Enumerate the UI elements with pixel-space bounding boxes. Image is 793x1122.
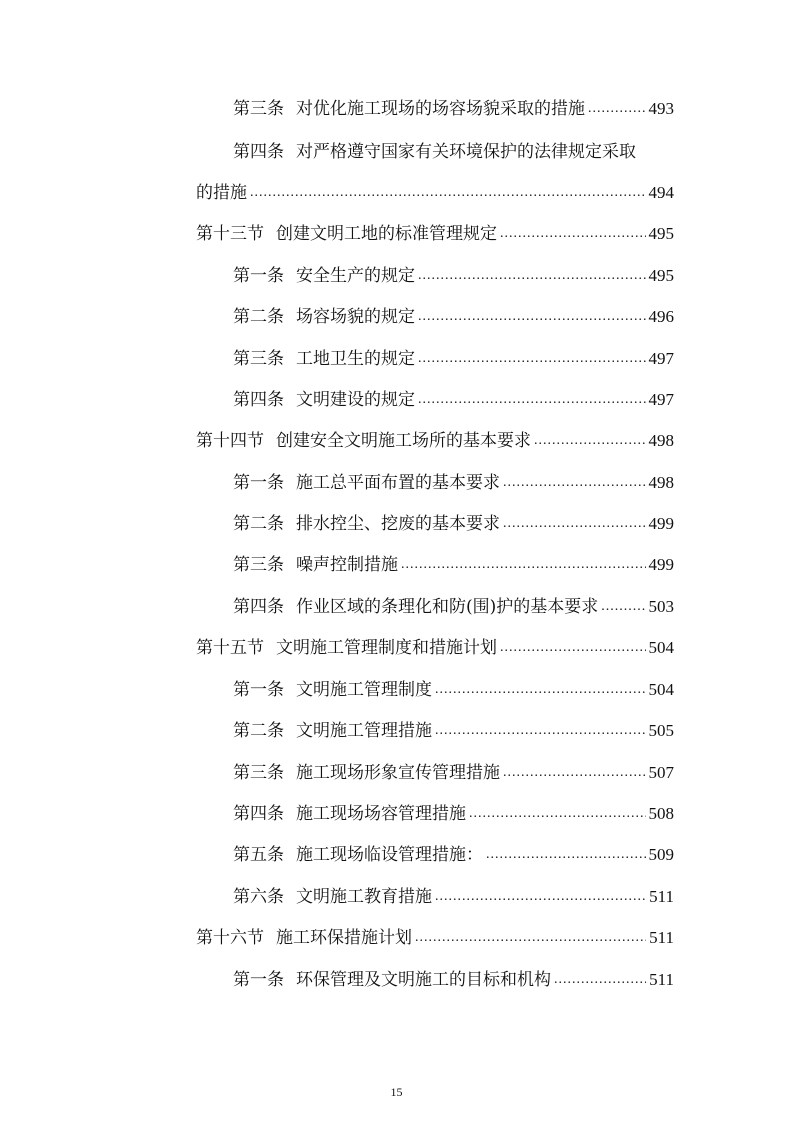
toc-entry[interactable] [233, 758, 674, 784]
entry-page: 505 [648, 721, 674, 740]
entry-page: 496 [648, 307, 674, 326]
entry-page: 498 [648, 473, 674, 492]
toc-entry[interactable] [233, 509, 674, 535]
toc-entry[interactable] [233, 261, 674, 287]
section-number: 第十四节 [196, 431, 264, 451]
entry-number: 第三条 [233, 763, 284, 783]
entry-title: 的措施 [196, 183, 247, 203]
entry-number: 第一条 [233, 473, 284, 493]
entry-title: 施工总平面布置的基本要求 [296, 473, 500, 493]
entry-number: 第五条 [233, 845, 284, 865]
leader-dots [418, 393, 646, 407]
leader-dots [250, 186, 646, 200]
toc-entry[interactable] [233, 716, 674, 742]
entry-page: 497 [648, 390, 674, 409]
entry-title: 作业区域的条理化和防(围)护的基本要求 [296, 597, 599, 617]
leader-dots [500, 641, 646, 655]
entry-page: 504 [648, 680, 674, 699]
toc-section[interactable] [196, 923, 674, 949]
entry-title: 施工现场形象宣传管理措施 [296, 763, 500, 783]
section-title: 创建安全文明施工场所的基本要求 [276, 431, 531, 451]
leader-dots [435, 683, 646, 697]
toc-entry[interactable] [233, 550, 674, 576]
entry-title: 噪声控制措施 [296, 555, 398, 575]
entry-page: 508 [648, 804, 674, 823]
entry-page: 499 [648, 514, 674, 533]
toc-entry[interactable] [233, 468, 674, 494]
entry-page: 498 [648, 431, 674, 450]
entry-title: 对严格遵守国家有关环境保护的法律规定采取 [296, 142, 636, 162]
leader-dots [435, 724, 646, 738]
leader-dots [418, 269, 646, 283]
entry-page: 493 [648, 99, 674, 118]
leader-dots [401, 558, 646, 572]
entry-title: 环保管理及文明施工的目标和机构 [296, 970, 551, 990]
leader-dots [554, 973, 646, 987]
toc-entry[interactable] [233, 965, 674, 991]
leader-dots [418, 352, 646, 366]
entry-page: 494 [648, 183, 674, 202]
leader-dots [601, 600, 645, 614]
entry-number: 第一条 [233, 680, 284, 700]
entry-title: 安全生产的规定 [296, 266, 415, 286]
entry-title: 工地卫生的规定 [296, 349, 415, 369]
entry-number: 第四条 [233, 804, 284, 824]
entry-number: 第二条 [233, 721, 284, 741]
entry-page: 509 [648, 845, 674, 864]
leader-dots [500, 227, 646, 241]
entry-number: 第四条 [233, 597, 284, 617]
entry-number: 第三条 [233, 349, 284, 369]
entry-page: 504 [648, 638, 674, 657]
entry-page: 511 [649, 887, 674, 906]
toc-entry-continuation[interactable] [196, 178, 674, 204]
toc-entry[interactable] [233, 137, 674, 163]
leader-dots [503, 476, 646, 490]
page-number: 15 [390, 1085, 403, 1099]
entry-number: 第四条 [233, 390, 284, 410]
toc-section[interactable] [196, 219, 674, 245]
entry-number: 第一条 [233, 970, 284, 990]
section-title: 创建文明工地的标准管理规定 [276, 224, 497, 244]
leader-dots [486, 848, 646, 862]
toc-entry[interactable] [233, 799, 674, 825]
entry-number: 第二条 [233, 307, 284, 327]
entry-page: 507 [648, 763, 674, 782]
leader-dots [418, 310, 646, 324]
section-title: 文明施工管理制度和措施计划 [276, 638, 497, 658]
toc-entry[interactable] [233, 592, 674, 618]
entry-title: 文明建设的规定 [296, 390, 415, 410]
entry-page: 511 [649, 928, 674, 947]
leader-dots [588, 102, 646, 116]
entry-number: 第二条 [233, 514, 284, 534]
entry-title: 场容场貌的规定 [296, 307, 415, 327]
entry-page: 499 [648, 555, 674, 574]
entry-number: 第四条 [233, 142, 284, 162]
entry-number: 第三条 [233, 99, 284, 119]
entry-title: 施工现场场容管理措施 [296, 804, 466, 824]
section-number: 第十六节 [196, 928, 264, 948]
leader-dots [534, 434, 646, 448]
toc-section[interactable] [196, 633, 674, 659]
toc-entry[interactable] [233, 302, 674, 328]
entry-title: 文明施工管理措施 [296, 721, 432, 741]
leader-dots [503, 517, 646, 531]
entry-title: 文明施工管理制度 [296, 680, 432, 700]
leader-dots [503, 766, 646, 780]
section-number: 第十三节 [196, 224, 264, 244]
leader-dots [415, 931, 646, 945]
leader-dots [435, 890, 646, 904]
entry-title: 对优化施工现场的场容场貌采取的措施 [296, 99, 585, 119]
entry-title: 施工现场临设管理措施： [296, 845, 483, 865]
entry-page: 495 [648, 224, 674, 243]
toc-entry[interactable] [233, 882, 674, 908]
toc-entry[interactable] [233, 94, 674, 120]
toc-entry[interactable] [233, 675, 674, 701]
leader-dots [469, 807, 646, 821]
toc-entry[interactable] [233, 840, 674, 866]
entry-number: 第三条 [233, 555, 284, 575]
entry-page: 497 [648, 349, 674, 368]
entry-title: 排水控尘、挖废的基本要求 [296, 514, 500, 534]
toc-entry[interactable] [233, 385, 674, 411]
entry-page: 511 [649, 970, 674, 989]
entry-number: 第六条 [233, 887, 284, 907]
toc-section[interactable] [196, 426, 674, 452]
toc-entry[interactable] [233, 344, 674, 370]
entry-number: 第一条 [233, 266, 284, 286]
section-number: 第十五节 [196, 638, 264, 658]
entry-page: 503 [648, 597, 674, 616]
entry-page: 495 [648, 266, 674, 285]
entry-title: 文明施工教育措施 [296, 887, 432, 907]
section-title: 施工环保措施计划 [276, 928, 412, 948]
